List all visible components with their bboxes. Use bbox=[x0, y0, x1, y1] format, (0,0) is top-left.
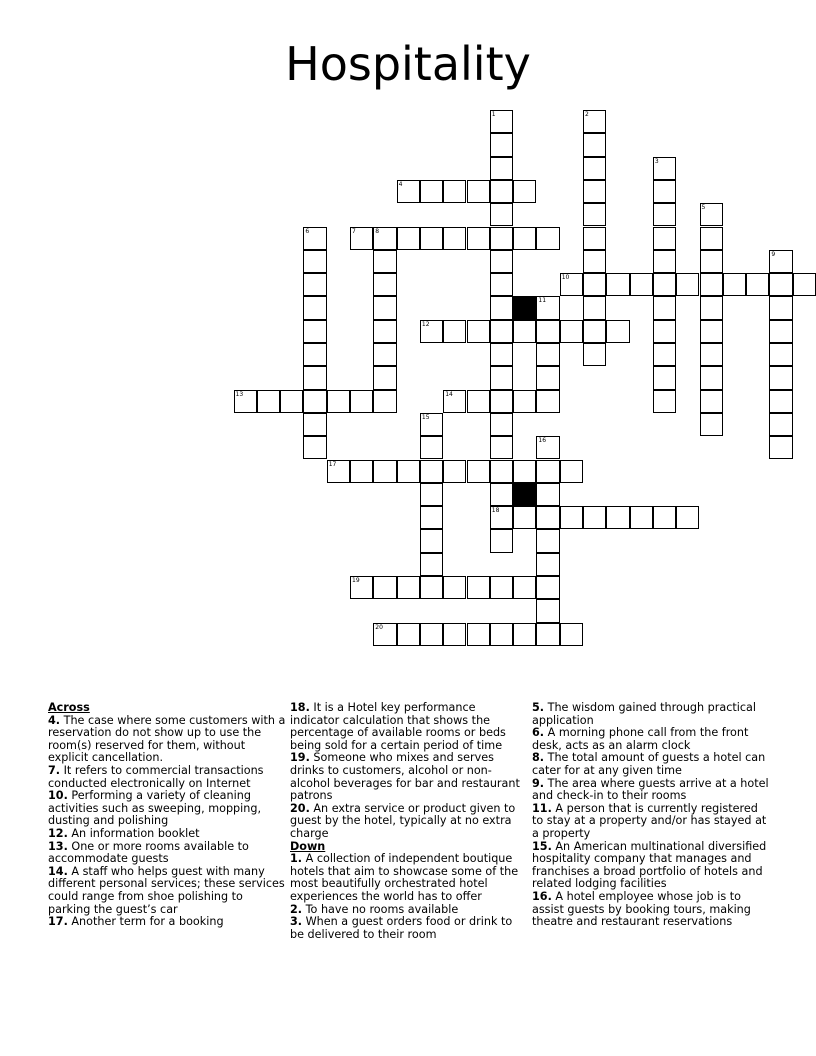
grid-cell[interactable] bbox=[560, 320, 583, 343]
grid-cell[interactable] bbox=[536, 529, 559, 552]
grid-cell[interactable] bbox=[443, 227, 466, 250]
grid-cell[interactable] bbox=[420, 227, 443, 250]
clue-item bbox=[290, 853, 526, 903]
clue-item-text: The area where guests arrive at a hotel and check-in to their rooms bbox=[532, 776, 769, 803]
grid-cell[interactable] bbox=[769, 296, 792, 319]
grid-cell[interactable] bbox=[420, 483, 443, 506]
clue-item-text: An American multinational diversified hospitality company that manages and franchises a broad portfolio of hotels and related lodging facilities bbox=[532, 839, 767, 891]
grid-cell[interactable] bbox=[490, 623, 513, 646]
clue-column-1 bbox=[48, 702, 286, 929]
grid-cell[interactable] bbox=[536, 390, 559, 413]
clue-number: 7 bbox=[352, 227, 356, 235]
clue-item-text: A morning phone call from the front desk, acts as an alarm clock bbox=[532, 726, 749, 752]
grid-cell[interactable] bbox=[397, 460, 420, 483]
grid-cell[interactable] bbox=[513, 576, 536, 599]
clue-item-number: 13. bbox=[48, 839, 68, 853]
clue-item-number: 14. bbox=[48, 864, 68, 878]
grid-cell[interactable] bbox=[769, 320, 792, 343]
grid-cell[interactable] bbox=[700, 296, 723, 319]
clue-number: 11 bbox=[538, 297, 547, 305]
grid-block bbox=[513, 296, 536, 319]
grid-cell[interactable] bbox=[583, 320, 606, 343]
grid-cell[interactable] bbox=[536, 436, 559, 459]
grid-cell[interactable] bbox=[420, 506, 443, 529]
grid-cell[interactable] bbox=[723, 273, 746, 296]
grid-cell[interactable] bbox=[373, 576, 396, 599]
clue-number: 12 bbox=[421, 320, 430, 328]
clue-item-text: The case where some customers with a reservation do not show up to use the room(s) reserved for them, without explicit cancellation. bbox=[48, 713, 286, 765]
clue-item-number: 20. bbox=[290, 801, 310, 815]
clue-item-number: 1. bbox=[290, 852, 303, 866]
clue-number: 16 bbox=[538, 437, 547, 445]
grid-cell[interactable] bbox=[746, 273, 769, 296]
grid-cell[interactable] bbox=[373, 343, 396, 366]
clue-number: 13 bbox=[235, 390, 244, 398]
grid-cell[interactable] bbox=[420, 529, 443, 552]
clue-item bbox=[48, 790, 286, 828]
grid-cell[interactable] bbox=[420, 413, 443, 436]
grid-cell[interactable] bbox=[490, 529, 513, 552]
grid-cell[interactable] bbox=[769, 390, 792, 413]
grid-cell[interactable] bbox=[653, 343, 676, 366]
grid-cell[interactable] bbox=[769, 273, 792, 296]
grid-cell[interactable] bbox=[327, 390, 350, 413]
grid-cell[interactable] bbox=[700, 227, 723, 250]
grid-cell[interactable] bbox=[303, 296, 326, 319]
grid-cell[interactable] bbox=[513, 623, 536, 646]
clue-item-text: Someone who mixes and serves drinks to customers, alcohol or non-alcohol beverages for bar and restaurant patrons bbox=[290, 751, 520, 803]
grid-cell[interactable] bbox=[769, 366, 792, 389]
grid-cell[interactable] bbox=[536, 623, 559, 646]
clue-item-number: 15. bbox=[532, 839, 552, 853]
grid-cell[interactable] bbox=[397, 576, 420, 599]
grid-cell[interactable] bbox=[490, 157, 513, 180]
clue-item-number: 11. bbox=[532, 801, 552, 815]
clue-number: 17 bbox=[328, 460, 337, 468]
clue-number: 1 bbox=[491, 111, 496, 118]
grid-cell[interactable] bbox=[536, 320, 559, 343]
grid-cell[interactable] bbox=[700, 390, 723, 413]
clue-item-text: The wisdom gained through practical application bbox=[532, 701, 756, 727]
grid-cell[interactable] bbox=[513, 390, 536, 413]
clue-number: 20 bbox=[375, 623, 383, 631]
grid-cell[interactable] bbox=[653, 203, 676, 226]
clue-number: 2 bbox=[585, 111, 589, 118]
grid-cell[interactable] bbox=[583, 227, 606, 250]
grid-cell[interactable] bbox=[606, 506, 629, 529]
grid-cell[interactable] bbox=[490, 390, 513, 413]
grid-cell[interactable] bbox=[443, 623, 466, 646]
grid-cell[interactable] bbox=[630, 273, 653, 296]
grid-cell[interactable] bbox=[560, 506, 583, 529]
grid-cell[interactable] bbox=[653, 390, 676, 413]
grid-cell[interactable] bbox=[536, 296, 559, 319]
clue-number: 8 bbox=[375, 227, 380, 235]
grid-cell[interactable] bbox=[397, 180, 420, 203]
clue-item bbox=[532, 702, 772, 727]
grid-cell[interactable] bbox=[560, 623, 583, 646]
grid-cell[interactable] bbox=[373, 320, 396, 343]
grid-cell[interactable] bbox=[350, 460, 373, 483]
clue-item-number: 4. bbox=[48, 713, 61, 727]
grid-cell[interactable] bbox=[606, 320, 629, 343]
clue-item-text: A hotel employee whose job is to assist guests by booking tours, making theatre and restaurant reservations bbox=[532, 889, 751, 929]
grid-cell[interactable] bbox=[303, 273, 326, 296]
grid-cell[interactable] bbox=[676, 506, 699, 529]
down-heading: Down bbox=[290, 839, 326, 853]
across-heading: Across bbox=[48, 701, 90, 714]
grid-cell[interactable] bbox=[700, 320, 723, 343]
grid-cell[interactable] bbox=[467, 576, 490, 599]
grid-cell[interactable] bbox=[420, 180, 443, 203]
grid-cell[interactable] bbox=[280, 390, 303, 413]
clue-item-number: 10. bbox=[48, 789, 68, 803]
grid-cell[interactable] bbox=[536, 343, 559, 366]
grid-cell[interactable] bbox=[513, 320, 536, 343]
clue-column-3 bbox=[532, 702, 772, 929]
clue-item-text: An extra service or product given to guest by the hotel, typically at no extra charge bbox=[290, 801, 516, 840]
clue-item bbox=[532, 778, 772, 803]
clue-item-text: One or more rooms available to accommodate guests bbox=[48, 839, 249, 866]
grid-cell[interactable] bbox=[490, 436, 513, 459]
clue-item-number: 12. bbox=[48, 826, 68, 840]
grid-cell[interactable] bbox=[653, 296, 676, 319]
grid-cell[interactable] bbox=[490, 180, 513, 203]
grid-cell[interactable] bbox=[373, 390, 396, 413]
grid-cell[interactable] bbox=[350, 390, 373, 413]
grid-cell[interactable] bbox=[583, 250, 606, 273]
grid-cell[interactable] bbox=[490, 460, 513, 483]
grid-cell[interactable] bbox=[420, 436, 443, 459]
clue-item-number: 16. bbox=[532, 889, 552, 903]
grid-cell[interactable] bbox=[373, 250, 396, 273]
grid-cell[interactable] bbox=[606, 273, 629, 296]
page-title: Hospitality bbox=[285, 37, 531, 91]
grid-cell[interactable] bbox=[303, 366, 326, 389]
grid-cell[interactable] bbox=[420, 320, 443, 343]
grid-cell[interactable] bbox=[490, 250, 513, 273]
clue-number: 4 bbox=[398, 180, 403, 188]
grid-cell[interactable] bbox=[700, 203, 723, 226]
grid-cell[interactable] bbox=[769, 413, 792, 436]
grid-cell[interactable] bbox=[536, 506, 559, 529]
clue-item-text: Another term for a booking bbox=[71, 915, 224, 929]
grid-cell[interactable] bbox=[490, 320, 513, 343]
grid-cell[interactable] bbox=[583, 110, 606, 133]
grid-cell[interactable] bbox=[490, 366, 513, 389]
grid-cell[interactable] bbox=[397, 623, 420, 646]
grid-cell[interactable] bbox=[490, 413, 513, 436]
grid-cell[interactable] bbox=[490, 227, 513, 250]
grid-cell[interactable] bbox=[536, 553, 559, 576]
grid-cell[interactable] bbox=[653, 273, 676, 296]
grid-cell[interactable] bbox=[700, 250, 723, 273]
clue-item bbox=[532, 752, 772, 777]
grid-cell[interactable] bbox=[397, 227, 420, 250]
grid-cell[interactable] bbox=[373, 296, 396, 319]
clue-item-text: A person that is currently registered to stay at a property and/or has stayed at a property bbox=[532, 801, 767, 840]
grid-cell[interactable] bbox=[583, 343, 606, 366]
clue-item-number: 18. bbox=[290, 701, 310, 714]
clue-item bbox=[290, 752, 526, 802]
clue-item-text: An information booklet bbox=[71, 826, 200, 840]
grid-cell[interactable] bbox=[467, 460, 490, 483]
grid-cell[interactable] bbox=[769, 343, 792, 366]
grid-cell[interactable] bbox=[490, 203, 513, 226]
grid-cell[interactable] bbox=[490, 296, 513, 319]
clue-item-text: Performing a variety of cleaning activities such as sweeping, mopping, dusting and polishing bbox=[48, 789, 262, 828]
grid-cell[interactable] bbox=[536, 576, 559, 599]
grid-cell[interactable] bbox=[303, 390, 326, 413]
grid-cell[interactable] bbox=[700, 366, 723, 389]
clue-item bbox=[290, 702, 526, 752]
clue-number: 15 bbox=[421, 413, 430, 421]
grid-cell[interactable] bbox=[420, 553, 443, 576]
grid-cell[interactable] bbox=[583, 157, 606, 180]
clue-column-2 bbox=[290, 702, 526, 941]
clue-item-number: 17. bbox=[48, 915, 68, 929]
clue-item-text: To have no rooms available bbox=[305, 902, 459, 916]
grid-cell[interactable] bbox=[443, 180, 466, 203]
clue-number: 18 bbox=[491, 507, 500, 515]
clue-item bbox=[532, 891, 772, 929]
grid-cell[interactable] bbox=[373, 460, 396, 483]
grid-cell[interactable] bbox=[653, 180, 676, 203]
clue-item-text: It is a Hotel key performance indicator calculation that shows the percentage of available rooms or beds being sold for a certain period of time bbox=[290, 701, 506, 752]
clue-item-number: 6. bbox=[532, 726, 545, 740]
clue-item-number: 9. bbox=[532, 776, 545, 790]
grid-cell[interactable] bbox=[350, 576, 373, 599]
clue-item-text: A collection of independent boutique hotels that aim to showcase some of the most beautifully orchestrated hotel experiences the world has to offer bbox=[290, 852, 519, 903]
grid-cell[interactable] bbox=[303, 343, 326, 366]
grid-cell[interactable] bbox=[653, 366, 676, 389]
clue-number: 19 bbox=[352, 577, 360, 584]
clue-item-text: The total amount of guests a hotel can cater for at any given time bbox=[532, 751, 766, 777]
clue-number: 5 bbox=[701, 204, 706, 212]
grid-cell[interactable] bbox=[653, 250, 676, 273]
grid-cell[interactable] bbox=[513, 506, 536, 529]
grid-cell[interactable] bbox=[303, 320, 326, 343]
clue-item-text: When a guest orders food or drink to be delivered to their room bbox=[290, 915, 513, 941]
clue-item-number: 19. bbox=[290, 751, 310, 765]
grid-cell[interactable] bbox=[303, 227, 326, 250]
grid-cell[interactable] bbox=[583, 133, 606, 156]
grid-cell[interactable] bbox=[653, 320, 676, 343]
grid-cell[interactable] bbox=[490, 576, 513, 599]
grid-cell[interactable] bbox=[490, 133, 513, 156]
grid-cell[interactable] bbox=[443, 576, 466, 599]
grid-cell[interactable] bbox=[653, 227, 676, 250]
grid-cell[interactable] bbox=[630, 506, 653, 529]
grid-cell[interactable] bbox=[373, 273, 396, 296]
grid-cell[interactable] bbox=[490, 110, 513, 133]
clue-number: 6 bbox=[305, 227, 310, 235]
grid-cell[interactable] bbox=[257, 390, 280, 413]
grid-cell[interactable] bbox=[700, 273, 723, 296]
clue-item-number: 5. bbox=[532, 701, 545, 714]
grid-cell[interactable] bbox=[467, 390, 490, 413]
grid-cell[interactable] bbox=[467, 180, 490, 203]
grid-cell[interactable] bbox=[490, 483, 513, 506]
grid-cell[interactable] bbox=[700, 413, 723, 436]
grid-block bbox=[513, 483, 536, 506]
grid-cell[interactable] bbox=[490, 343, 513, 366]
clue-item-number: 3. bbox=[290, 915, 303, 929]
grid-cell[interactable] bbox=[536, 366, 559, 389]
grid-cell[interactable] bbox=[583, 273, 606, 296]
grid-cell[interactable] bbox=[303, 250, 326, 273]
grid-cell[interactable] bbox=[769, 436, 792, 459]
grid-cell[interactable] bbox=[234, 390, 257, 413]
grid-cell[interactable] bbox=[536, 460, 559, 483]
grid-cell[interactable] bbox=[536, 483, 559, 506]
clue-item bbox=[48, 715, 286, 765]
clue-item bbox=[48, 866, 286, 916]
grid-cell[interactable] bbox=[443, 320, 466, 343]
clue-item bbox=[48, 916, 286, 929]
clue-item bbox=[48, 841, 286, 866]
clue-item-number: 2. bbox=[290, 902, 303, 916]
grid-cell[interactable] bbox=[467, 320, 490, 343]
clue-item bbox=[290, 916, 526, 941]
grid-cell[interactable] bbox=[303, 436, 326, 459]
grid-cell[interactable] bbox=[373, 366, 396, 389]
grid-cell[interactable] bbox=[443, 390, 466, 413]
grid-cell[interactable] bbox=[536, 227, 559, 250]
clue-item-text: A staff who helps guest with many different personal services; these services could range from shoe polishing to parking the guest’s car bbox=[48, 864, 285, 916]
grid-cell[interactable] bbox=[513, 180, 536, 203]
grid-cell[interactable] bbox=[793, 273, 816, 296]
grid-cell[interactable] bbox=[676, 273, 699, 296]
clue-number: 10 bbox=[561, 274, 570, 282]
clue-item bbox=[532, 803, 772, 841]
grid-cell[interactable] bbox=[420, 460, 443, 483]
clue-item bbox=[290, 803, 526, 841]
grid-cell[interactable] bbox=[653, 157, 676, 180]
clue-number: 9 bbox=[771, 250, 776, 258]
grid-cell[interactable] bbox=[560, 273, 583, 296]
clue-number: 14 bbox=[445, 390, 453, 398]
grid-cell[interactable] bbox=[350, 227, 373, 250]
grid-cell[interactable] bbox=[769, 250, 792, 273]
grid-cell[interactable] bbox=[583, 203, 606, 226]
grid-cell[interactable] bbox=[513, 227, 536, 250]
grid-cell[interactable] bbox=[303, 413, 326, 436]
clue-item-number: 7. bbox=[48, 763, 61, 777]
grid-cell[interactable] bbox=[373, 623, 396, 646]
clue-item bbox=[532, 841, 772, 891]
grid-cell[interactable] bbox=[373, 227, 396, 250]
grid-cell[interactable] bbox=[327, 460, 350, 483]
grid-cell[interactable] bbox=[583, 296, 606, 319]
grid-cell[interactable] bbox=[467, 623, 490, 646]
grid-cell[interactable] bbox=[583, 180, 606, 203]
clue-item-number: 8. bbox=[532, 751, 545, 765]
grid-cell[interactable] bbox=[583, 506, 606, 529]
grid-cell[interactable] bbox=[420, 576, 443, 599]
grid-cell[interactable] bbox=[467, 227, 490, 250]
grid-cell[interactable] bbox=[443, 460, 466, 483]
clue-item bbox=[532, 727, 772, 752]
clue-item-text: It refers to commercial transactions conducted electronically on Internet bbox=[48, 763, 264, 790]
grid-cell[interactable] bbox=[490, 273, 513, 296]
grid-cell[interactable] bbox=[653, 506, 676, 529]
grid-cell[interactable] bbox=[536, 599, 559, 622]
grid-cell[interactable] bbox=[490, 506, 513, 529]
clue-number: 3 bbox=[654, 157, 659, 165]
grid-cell[interactable] bbox=[700, 343, 723, 366]
grid-cell[interactable] bbox=[420, 623, 443, 646]
grid-cell[interactable] bbox=[513, 460, 536, 483]
clue-item bbox=[48, 765, 286, 790]
grid-cell[interactable] bbox=[560, 460, 583, 483]
